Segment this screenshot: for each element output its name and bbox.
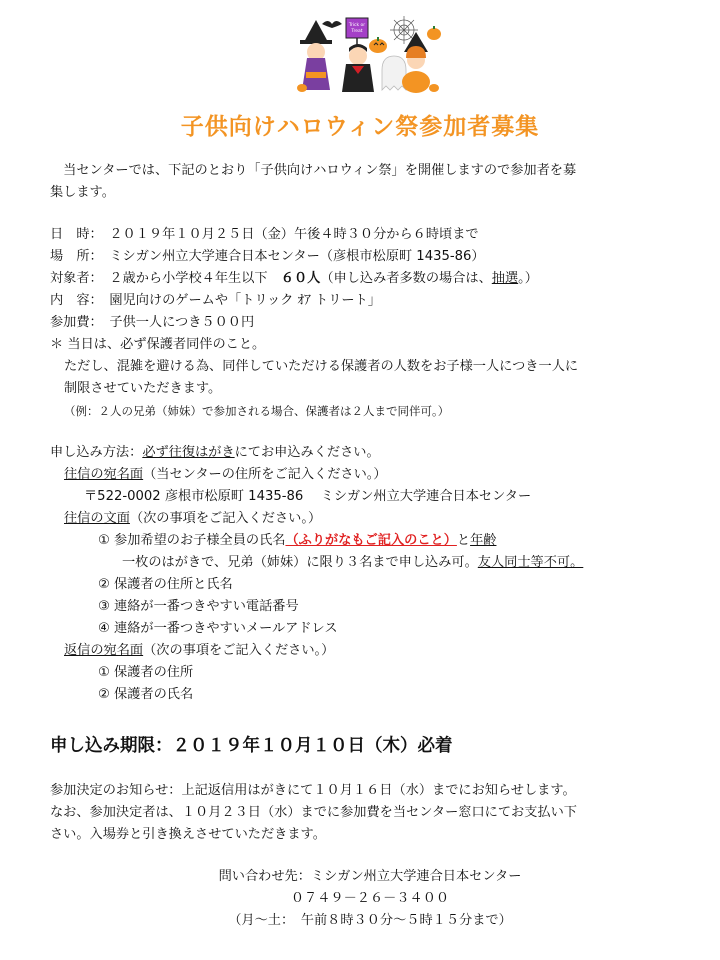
note-line: ただし、混雑を避ける為、同伴していただける保護者の人数をお子様一人につき一人に <box>64 359 579 374</box>
outbound-text-title: 往信の文面 <box>64 511 130 526</box>
candy-icon <box>297 84 307 92</box>
page-title: 子供向けハロウィン祭参加者募集 <box>180 113 540 140</box>
ghost-icon <box>382 56 406 90</box>
method-line <box>50 442 690 464</box>
detail-target <box>50 268 690 290</box>
center-address: 〒522-0002 彦根市松原町 1435-86 ミシガン州立大学連合日本センター <box>84 489 532 504</box>
intro-line: 集します。 <box>50 185 115 200</box>
reply-address-line <box>50 640 690 662</box>
pumpkin-icon <box>369 37 387 53</box>
target-count: ６０人 <box>280 271 321 286</box>
intro-line: 当センターでは、下記のとおり「子供向けハロウィン祭」を開催しますので参加者を募 <box>50 163 577 178</box>
method-rest: にてお申込みください。 <box>234 445 380 460</box>
sign-icon <box>346 18 368 46</box>
witch-girl-icon <box>300 20 332 90</box>
list-item: ③ 連絡が一番つきやすい電話番号 <box>98 599 299 614</box>
contact-phone: ０７４９－２６－３４００ <box>290 891 450 906</box>
detail-date: 日 時： ２０１９年１０月２５日（金）午後４時３０分から６時頃まで <box>50 227 479 242</box>
item1-age: 年齢 <box>470 533 497 548</box>
note-line: 制限させていただきます。 <box>64 381 222 396</box>
contact-label: 問い合わせ先：ミシガン州立大学連合日本センター <box>218 869 522 884</box>
svg-text:Treat: Treat <box>351 29 363 34</box>
detail-fee: 参加費： 子供一人につき５００円 <box>50 315 255 330</box>
notice-line: なお、参加決定者は、１０月２３日（水）までに参加費を当センター窓口にてお支払い下 <box>50 805 577 820</box>
item1-sub-underlined: 友人同士等不可。 <box>477 555 584 570</box>
item1-text: ① 参加希望のお子様全員の氏名 <box>98 533 286 548</box>
contact-hours: （月～土： 午前８時３０分～５時１５分まで） <box>228 913 512 928</box>
outbound-address-title: 往信の宛名面 <box>64 467 144 482</box>
target-note: （申し込み者多数の場合は、 <box>320 271 492 286</box>
outbound-text-line <box>50 508 690 530</box>
note-example: （例：２人の兄弟（姉妹）で参加される場合、保護者は２人まで同伴可。） <box>64 404 450 418</box>
method-label: 申し込み方法： <box>50 445 143 460</box>
item1-sub-text: 一枚のはがきで、兄弟（姉妹）に限り３名まで申し込み可。 <box>122 555 478 570</box>
list-item: ④ 連絡が一番つきやすいメールアドレス <box>98 621 338 636</box>
pumpkin-girl-icon <box>402 32 430 93</box>
detail-place: 場 所： ミシガン州立大学連合日本センター（彦根市松原町 1435-86） <box>50 249 485 264</box>
target-note-end: 。） <box>518 271 538 286</box>
bat-icon <box>322 21 342 28</box>
reply-address-title: 返信の宛名面 <box>64 643 144 658</box>
outbound-address-note: （当センターの住所をご記入ください。） <box>143 467 387 482</box>
method-underlined: 必ず往復はがき <box>142 445 235 460</box>
svg-text:Trick or: Trick or <box>348 23 366 28</box>
outbound-address-line <box>50 464 690 486</box>
vampire-icon <box>342 44 374 92</box>
detail-content: 内 容： 園児向けのゲームや「トリック ｵｱ トリート」 <box>50 293 381 308</box>
list-item: ① 保護者の住所 <box>98 665 194 680</box>
notice-line: 参加決定のお知らせ：上記返信用はがきにて１０月１６日（水）までにお知らせします。 <box>50 783 576 798</box>
deadline: 申し込み期限：２０１９年１０月１０日（木）必着 <box>50 736 453 756</box>
item1-furigana-note: （ふりがなもご記入のこと） <box>285 533 457 548</box>
outbound-text-note: （次の事項をご記入ください。） <box>129 511 322 526</box>
list-item-sub <box>50 552 690 574</box>
list-item: ② 保護者の氏名 <box>98 687 194 702</box>
notice-line: さい。入場券と引き換えさせていただきます。 <box>50 827 326 842</box>
lottery-text: 抽選 <box>491 271 519 286</box>
list-item <box>50 530 690 552</box>
document-body <box>50 160 690 932</box>
halloween-clipart <box>296 12 444 96</box>
list-item: ② 保護者の住所と氏名 <box>98 577 233 592</box>
target-label: 対象者： ２歳から小学校４年生以下 <box>50 271 281 286</box>
note-line: ＊ 当日は、必ず保護者同伴のこと。 <box>50 337 266 352</box>
item1-and: と <box>456 533 471 548</box>
reply-address-note: （次の事項をご記入ください。） <box>143 643 335 658</box>
